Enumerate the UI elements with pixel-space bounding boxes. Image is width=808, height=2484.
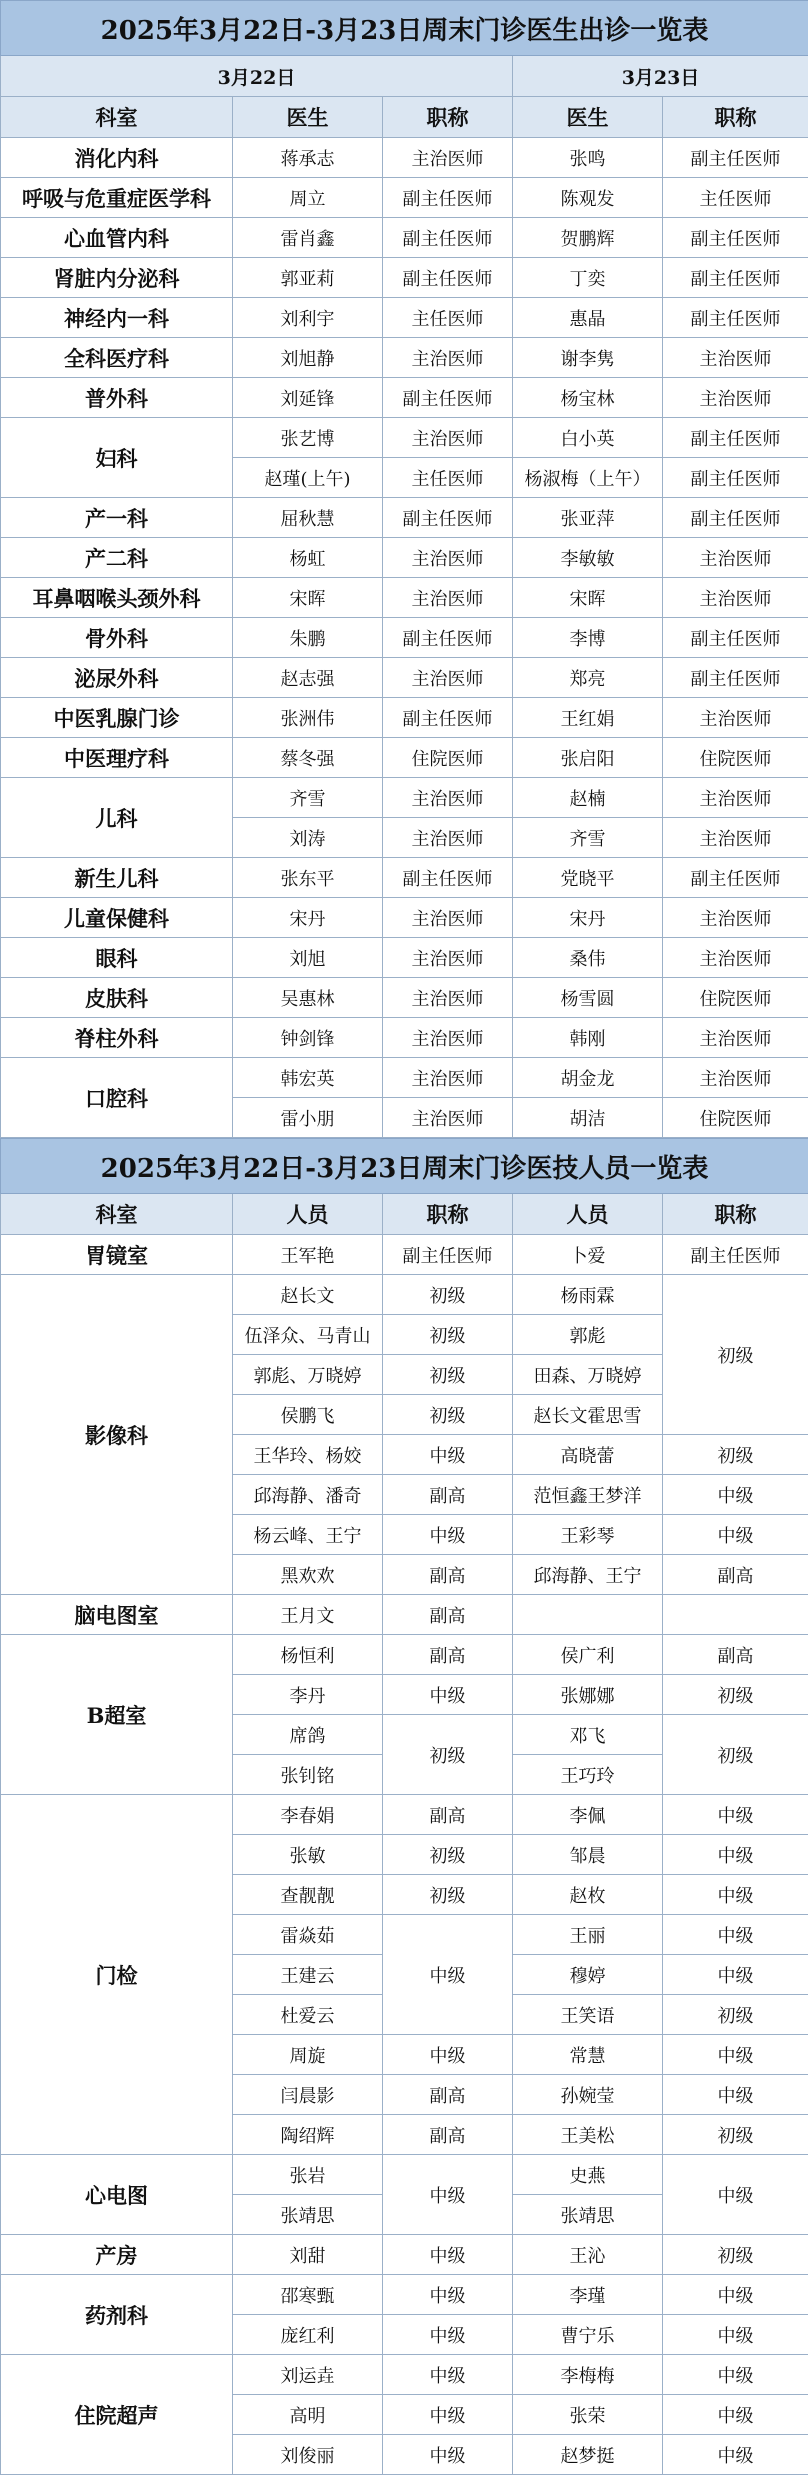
person-cell: 邹晨 bbox=[513, 1835, 663, 1875]
person-cell: 张钊铭 bbox=[233, 1755, 383, 1795]
dept-cell: 口腔科 bbox=[1, 1058, 233, 1138]
person-cell: 高明 bbox=[233, 2395, 383, 2435]
person-cell: 张亚萍 bbox=[513, 498, 663, 538]
title-cell: 中级 bbox=[663, 2435, 808, 2475]
person-cell: 刘延锋 bbox=[233, 378, 383, 418]
title-header: 职称 bbox=[663, 97, 808, 138]
person-cell: 陶绍辉 bbox=[233, 2115, 383, 2155]
title-cell: 中级 bbox=[663, 1835, 808, 1875]
title-cell: 中级 bbox=[383, 2395, 513, 2435]
person-cell: 刘旭静 bbox=[233, 338, 383, 378]
dept-cell: 中医理疗科 bbox=[1, 738, 233, 778]
person-cell: 杨恒利 bbox=[233, 1635, 383, 1675]
person-cell: 史燕 bbox=[513, 2155, 663, 2195]
dept-cell: 妇科 bbox=[1, 418, 233, 498]
day1-header: 3月22日 bbox=[1, 56, 513, 97]
title-cell: 中级 bbox=[383, 1915, 513, 2035]
person-cell: 李梅梅 bbox=[513, 2355, 663, 2395]
title-cell: 副主任医师 bbox=[383, 498, 513, 538]
technician-schedule-table bbox=[0, 1138, 808, 2475]
person-cell: 贺鹏辉 bbox=[513, 218, 663, 258]
person-cell: 赵瑾(上午) bbox=[233, 458, 383, 498]
dept-cell: 产房 bbox=[1, 2235, 233, 2275]
table-row bbox=[1, 1635, 808, 1675]
person-cell: 钟剑锋 bbox=[233, 1018, 383, 1058]
title-cell: 初级 bbox=[383, 1835, 513, 1875]
person-cell: 范恒鑫王梦洋 bbox=[513, 1475, 663, 1515]
title-cell: 副高 bbox=[383, 1555, 513, 1595]
dept-cell: 脊柱外科 bbox=[1, 1018, 233, 1058]
person-header: 人员 bbox=[233, 1194, 383, 1235]
person-cell: 邵寒甄 bbox=[233, 2275, 383, 2315]
dept-cell: 影像科 bbox=[1, 1275, 233, 1595]
title-cell: 主任医师 bbox=[383, 458, 513, 498]
title-cell: 副主任医师 bbox=[663, 298, 808, 338]
person-cell: 韩刚 bbox=[513, 1018, 663, 1058]
person-cell: 宋晖 bbox=[233, 578, 383, 618]
title-cell: 主治医师 bbox=[383, 938, 513, 978]
table-row bbox=[1, 2355, 808, 2395]
dept-cell: 眼科 bbox=[1, 938, 233, 978]
person-cell: 郭彪 bbox=[513, 1315, 663, 1355]
person-cell bbox=[513, 1595, 663, 1635]
table-row bbox=[1, 218, 808, 258]
person-cell: 郭亚莉 bbox=[233, 258, 383, 298]
title-cell: 副高 bbox=[383, 1595, 513, 1635]
title-cell: 中级 bbox=[663, 1515, 808, 1555]
title-cell: 主治医师 bbox=[663, 578, 808, 618]
title-cell: 中级 bbox=[663, 1955, 808, 1995]
table-row bbox=[1, 1058, 808, 1098]
person-cell: 王巧玲 bbox=[513, 1755, 663, 1795]
person-cell: 周旋 bbox=[233, 2035, 383, 2075]
title-cell: 主治医师 bbox=[663, 938, 808, 978]
person-cell: 刘俊丽 bbox=[233, 2435, 383, 2475]
table-row bbox=[1, 658, 808, 698]
title-cell: 主治医师 bbox=[383, 138, 513, 178]
person-cell: 张岩 bbox=[233, 2155, 383, 2195]
person-cell: 田森、万晓婷 bbox=[513, 1355, 663, 1395]
title-cell: 主治医师 bbox=[663, 818, 808, 858]
table-row bbox=[1, 498, 808, 538]
table-row bbox=[1, 1235, 808, 1275]
title-cell: 副主任医师 bbox=[663, 498, 808, 538]
dept-header: 科室 bbox=[1, 97, 233, 138]
dept-cell: 脑电图室 bbox=[1, 1595, 233, 1635]
person-cell: 查靓靓 bbox=[233, 1875, 383, 1915]
title-cell: 中级 bbox=[383, 1515, 513, 1555]
person-cell: 庞红利 bbox=[233, 2315, 383, 2355]
title-cell: 副高 bbox=[383, 1475, 513, 1515]
title-cell: 主治医师 bbox=[383, 1098, 513, 1138]
title-cell: 主治医师 bbox=[663, 378, 808, 418]
title-cell: 中级 bbox=[663, 2315, 808, 2355]
title-cell: 中级 bbox=[383, 2275, 513, 2315]
doctor-header: 医生 bbox=[513, 97, 663, 138]
person-cell: 朱鹏 bbox=[233, 618, 383, 658]
title-cell: 副高 bbox=[663, 1555, 808, 1595]
dept-cell: 儿科 bbox=[1, 778, 233, 858]
table-row bbox=[1, 1018, 808, 1058]
dept-cell: 产二科 bbox=[1, 538, 233, 578]
dept-cell: 肾脏内分泌科 bbox=[1, 258, 233, 298]
title-cell: 副主任医师 bbox=[663, 658, 808, 698]
person-cell: 孙婉莹 bbox=[513, 2075, 663, 2115]
table-row bbox=[1, 1275, 808, 1315]
title-cell: 副主任医师 bbox=[663, 858, 808, 898]
title-header: 职称 bbox=[663, 1194, 808, 1235]
dept-cell: 呼吸与危重症医学科 bbox=[1, 178, 233, 218]
title-cell: 初级 bbox=[663, 2235, 808, 2275]
title-cell: 副主任医师 bbox=[383, 618, 513, 658]
person-cell: 张娜娜 bbox=[513, 1675, 663, 1715]
person-cell: 雷肖鑫 bbox=[233, 218, 383, 258]
person-cell: 席鸽 bbox=[233, 1715, 383, 1755]
person-cell: 陈观发 bbox=[513, 178, 663, 218]
table-row bbox=[1, 2235, 808, 2275]
table-row bbox=[1, 978, 808, 1018]
person-cell: 穆婷 bbox=[513, 1955, 663, 1995]
table-row bbox=[1, 618, 808, 658]
title-cell: 副主任医师 bbox=[663, 458, 808, 498]
person-cell: 李春娟 bbox=[233, 1795, 383, 1835]
person-cell: 周立 bbox=[233, 178, 383, 218]
person-cell: 刘旭 bbox=[233, 938, 383, 978]
table-row bbox=[1, 338, 808, 378]
title-cell: 初级 bbox=[383, 1275, 513, 1315]
table-row bbox=[1, 778, 808, 818]
table-row bbox=[1, 1595, 808, 1635]
person-cell: 王丽 bbox=[513, 1915, 663, 1955]
title-cell: 中级 bbox=[383, 2355, 513, 2395]
person-cell: 张敏 bbox=[233, 1835, 383, 1875]
title-cell: 住院医师 bbox=[663, 1098, 808, 1138]
title-cell: 初级 bbox=[663, 2115, 808, 2155]
table-row bbox=[1, 298, 808, 338]
title-cell: 中级 bbox=[663, 1875, 808, 1915]
dept-cell: 住院超声 bbox=[1, 2355, 233, 2475]
person-cell: 赵楠 bbox=[513, 778, 663, 818]
title-cell: 主治医师 bbox=[663, 538, 808, 578]
dept-cell: 皮肤科 bbox=[1, 978, 233, 1018]
title-cell: 初级 bbox=[383, 1355, 513, 1395]
title-cell: 住院医师 bbox=[383, 738, 513, 778]
title-cell: 中级 bbox=[663, 2275, 808, 2315]
table-row bbox=[1, 578, 808, 618]
title-cell: 住院医师 bbox=[663, 978, 808, 1018]
title-cell: 中级 bbox=[663, 1795, 808, 1835]
person-cell: 宋晖 bbox=[513, 578, 663, 618]
title-cell: 副高 bbox=[383, 2115, 513, 2155]
person-cell: 蔡冬强 bbox=[233, 738, 383, 778]
title-cell: 主治医师 bbox=[663, 1018, 808, 1058]
person-cell: 闫晨影 bbox=[233, 2075, 383, 2115]
dept-cell: 神经内一科 bbox=[1, 298, 233, 338]
person-cell: 杨雨霖 bbox=[513, 1275, 663, 1315]
dept-header: 科室 bbox=[1, 1194, 233, 1235]
person-cell: 张东平 bbox=[233, 858, 383, 898]
table-row bbox=[1, 938, 808, 978]
title-cell: 主治医师 bbox=[383, 538, 513, 578]
title-cell: 副主任医师 bbox=[383, 1235, 513, 1275]
title-cell: 中级 bbox=[663, 2075, 808, 2115]
table-row bbox=[1, 378, 808, 418]
person-cell: 李丹 bbox=[233, 1675, 383, 1715]
person-cell: 刘涛 bbox=[233, 818, 383, 858]
dept-cell: 胃镜室 bbox=[1, 1235, 233, 1275]
table-row bbox=[1, 898, 808, 938]
person-cell: 杜爱云 bbox=[233, 1995, 383, 2035]
person-cell: 赵志强 bbox=[233, 658, 383, 698]
title-cell: 中级 bbox=[663, 2155, 808, 2235]
title-cell: 副高 bbox=[383, 2075, 513, 2115]
title-cell: 初级 bbox=[383, 1715, 513, 1795]
table-row bbox=[1, 138, 808, 178]
person-cell: 赵梦挺 bbox=[513, 2435, 663, 2475]
person-cell: 杨雪圆 bbox=[513, 978, 663, 1018]
table-row bbox=[1, 258, 808, 298]
person-cell: 王美松 bbox=[513, 2115, 663, 2155]
person-cell: 伍泽众、马青山 bbox=[233, 1315, 383, 1355]
title-cell: 初级 bbox=[663, 1275, 808, 1435]
title-cell: 中级 bbox=[383, 1675, 513, 1715]
title-cell: 主治医师 bbox=[663, 1058, 808, 1098]
title-cell: 住院医师 bbox=[663, 738, 808, 778]
person-cell: 惠晶 bbox=[513, 298, 663, 338]
person-cell: 王军艳 bbox=[233, 1235, 383, 1275]
person-cell: 杨云峰、王宁 bbox=[233, 1515, 383, 1555]
dept-cell: 药剂科 bbox=[1, 2275, 233, 2355]
title-cell: 中级 bbox=[383, 2435, 513, 2475]
person-cell: 屈秋慧 bbox=[233, 498, 383, 538]
person-cell: 张启阳 bbox=[513, 738, 663, 778]
title-cell: 初级 bbox=[663, 1715, 808, 1795]
person-cell: 王笑语 bbox=[513, 1995, 663, 2035]
dept-cell: 产一科 bbox=[1, 498, 233, 538]
title-cell: 初级 bbox=[383, 1315, 513, 1355]
title-cell: 中级 bbox=[663, 2035, 808, 2075]
table-row bbox=[1, 2275, 808, 2315]
title-cell: 中级 bbox=[383, 2235, 513, 2275]
title-cell: 初级 bbox=[663, 1675, 808, 1715]
title-cell: 主治医师 bbox=[383, 1018, 513, 1058]
dept-cell: 门检 bbox=[1, 1795, 233, 2155]
person-cell: 杨宝林 bbox=[513, 378, 663, 418]
person-cell: 齐雪 bbox=[513, 818, 663, 858]
title-cell: 主治医师 bbox=[383, 578, 513, 618]
dept-cell: B超室 bbox=[1, 1635, 233, 1795]
title-cell: 初级 bbox=[663, 1435, 808, 1475]
person-cell: 王红娟 bbox=[513, 698, 663, 738]
person-cell: 王彩琴 bbox=[513, 1515, 663, 1555]
table-row bbox=[1, 2155, 808, 2195]
person-cell: 卜爱 bbox=[513, 1235, 663, 1275]
person-cell: 赵长文霍思雪 bbox=[513, 1395, 663, 1435]
title-cell: 主治医师 bbox=[383, 818, 513, 858]
table-row bbox=[1, 538, 808, 578]
title-cell: 副主任医师 bbox=[383, 218, 513, 258]
person-cell: 赵枚 bbox=[513, 1875, 663, 1915]
person-cell: 韩宏英 bbox=[233, 1058, 383, 1098]
person-cell: 王沁 bbox=[513, 2235, 663, 2275]
title-cell: 副主任医师 bbox=[663, 258, 808, 298]
person-cell: 杨淑梅（上午） bbox=[513, 458, 663, 498]
table-row bbox=[1, 858, 808, 898]
person-cell: 刘运垚 bbox=[233, 2355, 383, 2395]
title-cell: 中级 bbox=[383, 2155, 513, 2235]
person-cell: 邱海静、潘奇 bbox=[233, 1475, 383, 1515]
title-cell: 副高 bbox=[663, 1635, 808, 1675]
dept-cell: 全科医疗科 bbox=[1, 338, 233, 378]
person-cell: 齐雪 bbox=[233, 778, 383, 818]
title-cell: 副高 bbox=[383, 1795, 513, 1835]
person-cell: 谢李隽 bbox=[513, 338, 663, 378]
title-cell: 中级 bbox=[663, 2395, 808, 2435]
person-cell: 李瑾 bbox=[513, 2275, 663, 2315]
table-row bbox=[1, 178, 808, 218]
person-header: 人员 bbox=[513, 1194, 663, 1235]
dept-cell: 心电图 bbox=[1, 2155, 233, 2235]
title-cell bbox=[663, 1595, 808, 1635]
title-cell: 副主任医师 bbox=[383, 258, 513, 298]
title-cell: 主治医师 bbox=[663, 338, 808, 378]
person-cell: 张鸣 bbox=[513, 138, 663, 178]
dept-cell: 新生儿科 bbox=[1, 858, 233, 898]
person-cell: 郭彪、万晓婷 bbox=[233, 1355, 383, 1395]
title-cell: 主治医师 bbox=[383, 898, 513, 938]
title-cell: 中级 bbox=[383, 2035, 513, 2075]
title-cell: 中级 bbox=[383, 2315, 513, 2355]
title-cell: 副主任医师 bbox=[383, 698, 513, 738]
person-cell: 张荣 bbox=[513, 2395, 663, 2435]
person-cell: 李佩 bbox=[513, 1795, 663, 1835]
person-cell: 刘利宇 bbox=[233, 298, 383, 338]
person-cell: 侯鹏飞 bbox=[233, 1395, 383, 1435]
technician-table-title: 2025年3月22日-3月23日周末门诊医技人员一览表 bbox=[1, 1139, 808, 1194]
title-cell: 主治医师 bbox=[383, 338, 513, 378]
person-cell: 侯广利 bbox=[513, 1635, 663, 1675]
person-cell: 王月文 bbox=[233, 1595, 383, 1635]
table-row bbox=[1, 1795, 808, 1835]
doctor-table-title: 2025年3月22日-3月23日周末门诊医生出诊一览表 bbox=[1, 1, 808, 56]
title-cell: 中级 bbox=[663, 1475, 808, 1515]
person-cell: 曹宁乐 bbox=[513, 2315, 663, 2355]
person-cell: 邓飞 bbox=[513, 1715, 663, 1755]
title-cell: 初级 bbox=[383, 1395, 513, 1435]
title-cell: 副主任医师 bbox=[663, 418, 808, 458]
day2-header: 3月23日 bbox=[513, 56, 808, 97]
person-cell: 刘甜 bbox=[233, 2235, 383, 2275]
table-row bbox=[1, 738, 808, 778]
person-cell: 王华玲、杨姣 bbox=[233, 1435, 383, 1475]
title-cell: 主治医师 bbox=[663, 898, 808, 938]
title-cell: 副主任医师 bbox=[663, 218, 808, 258]
title-cell: 初级 bbox=[383, 1875, 513, 1915]
dept-cell: 消化内科 bbox=[1, 138, 233, 178]
title-cell: 副高 bbox=[383, 1635, 513, 1675]
person-cell: 胡金龙 bbox=[513, 1058, 663, 1098]
title-header: 职称 bbox=[383, 1194, 513, 1235]
person-cell: 张艺博 bbox=[233, 418, 383, 458]
title-cell: 副主任医师 bbox=[663, 138, 808, 178]
dept-cell: 中医乳腺门诊 bbox=[1, 698, 233, 738]
title-cell: 副主任医师 bbox=[383, 858, 513, 898]
title-cell: 中级 bbox=[663, 1915, 808, 1955]
person-cell: 邱海静、王宁 bbox=[513, 1555, 663, 1595]
person-cell: 杨虹 bbox=[233, 538, 383, 578]
person-cell: 宋丹 bbox=[513, 898, 663, 938]
person-cell: 王建云 bbox=[233, 1955, 383, 1995]
person-cell: 蒋承志 bbox=[233, 138, 383, 178]
dept-cell: 耳鼻咽喉头颈外科 bbox=[1, 578, 233, 618]
dept-cell: 泌尿外科 bbox=[1, 658, 233, 698]
person-cell: 赵长文 bbox=[233, 1275, 383, 1315]
person-cell: 郑亮 bbox=[513, 658, 663, 698]
title-cell: 主治医师 bbox=[383, 418, 513, 458]
table-row bbox=[1, 698, 808, 738]
title-cell: 主任医师 bbox=[663, 178, 808, 218]
title-cell: 主治医师 bbox=[383, 658, 513, 698]
person-cell: 白小英 bbox=[513, 418, 663, 458]
person-cell: 张靖思 bbox=[233, 2195, 383, 2235]
title-cell: 主治医师 bbox=[663, 698, 808, 738]
person-cell: 雷焱茹 bbox=[233, 1915, 383, 1955]
doctor-header: 医生 bbox=[233, 97, 383, 138]
dept-cell: 儿童保健科 bbox=[1, 898, 233, 938]
title-cell: 主治医师 bbox=[663, 778, 808, 818]
title-cell: 副主任医师 bbox=[663, 1235, 808, 1275]
person-cell: 丁奕 bbox=[513, 258, 663, 298]
title-cell: 中级 bbox=[663, 2355, 808, 2395]
dept-cell: 心血管内科 bbox=[1, 218, 233, 258]
title-cell: 初级 bbox=[663, 1995, 808, 2035]
title-cell: 中级 bbox=[383, 1435, 513, 1475]
dept-cell: 普外科 bbox=[1, 378, 233, 418]
person-cell: 高晓蕾 bbox=[513, 1435, 663, 1475]
person-cell: 桑伟 bbox=[513, 938, 663, 978]
title-header: 职称 bbox=[383, 97, 513, 138]
title-cell: 副主任医师 bbox=[383, 178, 513, 218]
title-cell: 副主任医师 bbox=[383, 378, 513, 418]
title-cell: 主任医师 bbox=[383, 298, 513, 338]
title-cell: 副主任医师 bbox=[663, 618, 808, 658]
title-cell: 主治医师 bbox=[383, 1058, 513, 1098]
doctor-schedule-table bbox=[0, 0, 808, 1138]
person-cell: 胡洁 bbox=[513, 1098, 663, 1138]
person-cell: 雷小朋 bbox=[233, 1098, 383, 1138]
person-cell: 黑欢欢 bbox=[233, 1555, 383, 1595]
person-cell: 宋丹 bbox=[233, 898, 383, 938]
title-cell: 主治医师 bbox=[383, 778, 513, 818]
title-cell: 主治医师 bbox=[383, 978, 513, 1018]
person-cell: 张洲伟 bbox=[233, 698, 383, 738]
person-cell: 李博 bbox=[513, 618, 663, 658]
person-cell: 张靖思 bbox=[513, 2195, 663, 2235]
person-cell: 吴惠林 bbox=[233, 978, 383, 1018]
person-cell: 常慧 bbox=[513, 2035, 663, 2075]
table-row bbox=[1, 418, 808, 458]
dept-cell: 骨外科 bbox=[1, 618, 233, 658]
person-cell: 李敏敏 bbox=[513, 538, 663, 578]
person-cell: 党晓平 bbox=[513, 858, 663, 898]
